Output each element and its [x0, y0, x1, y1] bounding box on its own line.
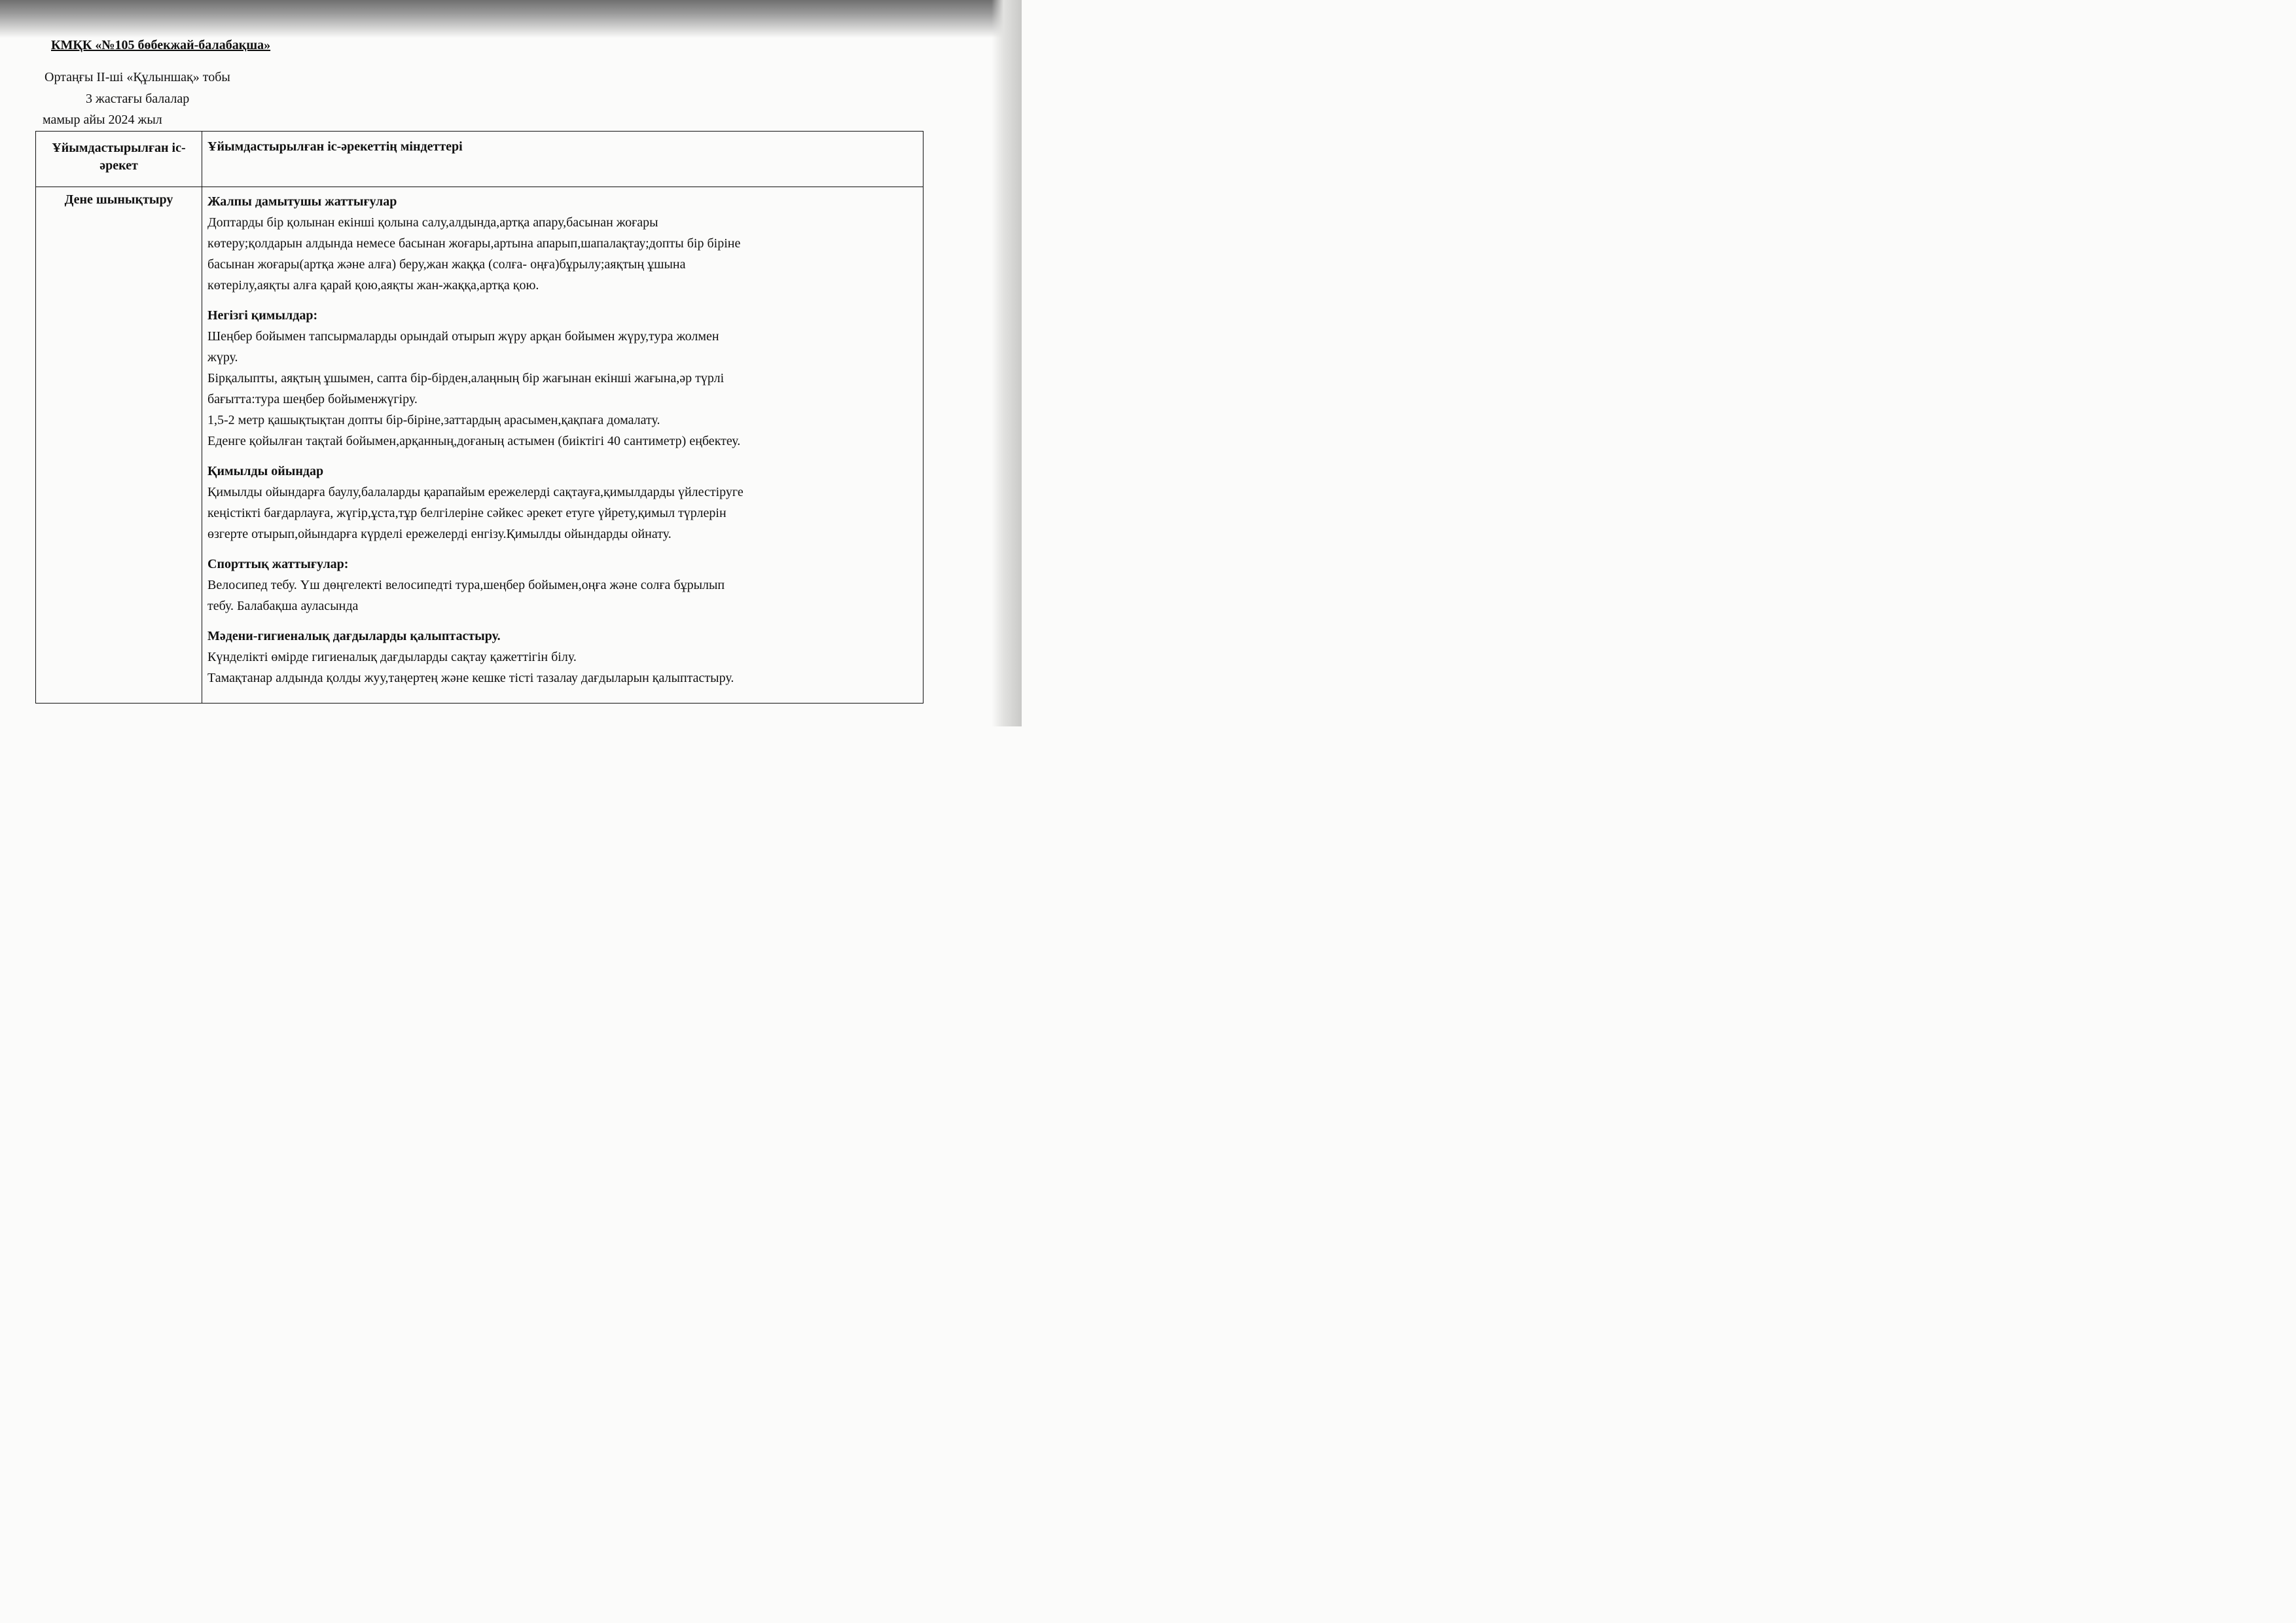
section-sport-exercises: [207, 554, 918, 616]
activity-name: Дене шынықтыру: [36, 187, 202, 704]
section-hygiene-skills: [207, 626, 918, 688]
section-line: бағытта:тура шеңбер бойыменжүгіру.: [207, 392, 418, 406]
section-general-exercises: [207, 191, 918, 296]
section-line: Доптарды бір қолынан екінші қолына салу,алдында,артқа апару,басынан жоғары: [207, 215, 658, 230]
section-title: Жалпы дамытушы жаттығулар: [207, 194, 397, 209]
section-line: Күнделікті өмірде гигиеналық дағдыларды сақтау қажеттігін білу.: [207, 650, 577, 664]
section-title: Негізгі қимылдар:: [207, 308, 318, 323]
section-title: Қимылды ойындар: [207, 464, 324, 478]
section-line: өзгерте отырып,ойындарға күрделі ережелерді енгізу.Қимылды ойындарды ойнату.: [207, 527, 672, 541]
section-line: Тамақтанар алдында қолды жуу,таңертең және кешке тісті тазалау дағдыларын қалыптастыру.: [207, 671, 734, 685]
section-line: тебу. Балабақша ауласында: [207, 599, 359, 613]
column-header-tasks: Ұйымдастырылған іс-әрекеттің міндеттері: [202, 132, 924, 187]
section-line: басынан жоғары(артқа және алға) беру,жан жаққа (солға- оңға)бұрылу;аяқтың ұшына: [207, 257, 686, 272]
group-name: Ортаңғы ІІ-ші «Құлыншақ» тобы: [45, 70, 230, 84]
scan-shadow-top: [0, 0, 1022, 38]
section-line: көтерілу,аяқты алға қарай қою,аяқты жан-жаққа,артқа қою.: [207, 278, 539, 293]
section-basic-movements: [207, 305, 918, 452]
section-line: Еденге қойылған тақтай бойымен,арқанның,доғаның астымен (биіктігі 40 сантиметр) еңбектеу.: [207, 434, 741, 448]
section-title: Спорттық жаттығулар:: [207, 557, 349, 571]
column-header-activity: Ұйымдастырылған іс-әрекет: [36, 132, 202, 187]
section-title: Мәдени-гигиеналық дағдыларды қалыптастыру.: [207, 629, 501, 643]
section-line: Велосипед тебу. Үш дөңгелекті велосипедті тура,шеңбер бойымен,оңға және солға бұрылып: [207, 578, 725, 592]
table-row: [36, 187, 924, 704]
period: мамыр айы 2024 жыл: [43, 113, 162, 127]
organization-name: КМҚК «№105 бөбекжай-балабақша»: [51, 38, 271, 52]
section-line: кеңістікті бағдарлауға, жүгір,ұста,тұр белгілеріне сәйкес әрекет етуге үйрету,қимыл түрлерін: [207, 506, 726, 520]
activity-plan-table: [35, 131, 924, 704]
age-group: 3 жастағы балалар: [86, 92, 190, 106]
section-line: Қимылды ойындарға баулу,балаларды қарапайым ережелерді сақтауға,қимылдарды үйлестіруге: [207, 485, 744, 499]
section-line: көтеру;қолдарын алдында немесе басынан жоғары,артына апарып,шапалақтау;допты бір біріне: [207, 236, 741, 251]
section-line: Бірқалыпты, аяқтың ұшымен, сапта бір-бірден,алаңның бір жағынан екінші жағына,әр түрлі: [207, 371, 725, 385]
section-active-games: [207, 461, 918, 544]
table-header-row: [36, 132, 924, 187]
scan-shadow-right: [992, 0, 1022, 726]
tasks-cell: [202, 187, 924, 704]
section-line: Шеңбер бойымен тапсырмаларды орындай отырып жүру арқан бойымен жүру,тура жолмен: [207, 329, 719, 344]
section-line: 1,5-2 метр қашықтықтан допты бір-біріне,заттардың арасымен,қақпаға домалату.: [207, 413, 660, 427]
section-line: жүру.: [207, 350, 238, 365]
